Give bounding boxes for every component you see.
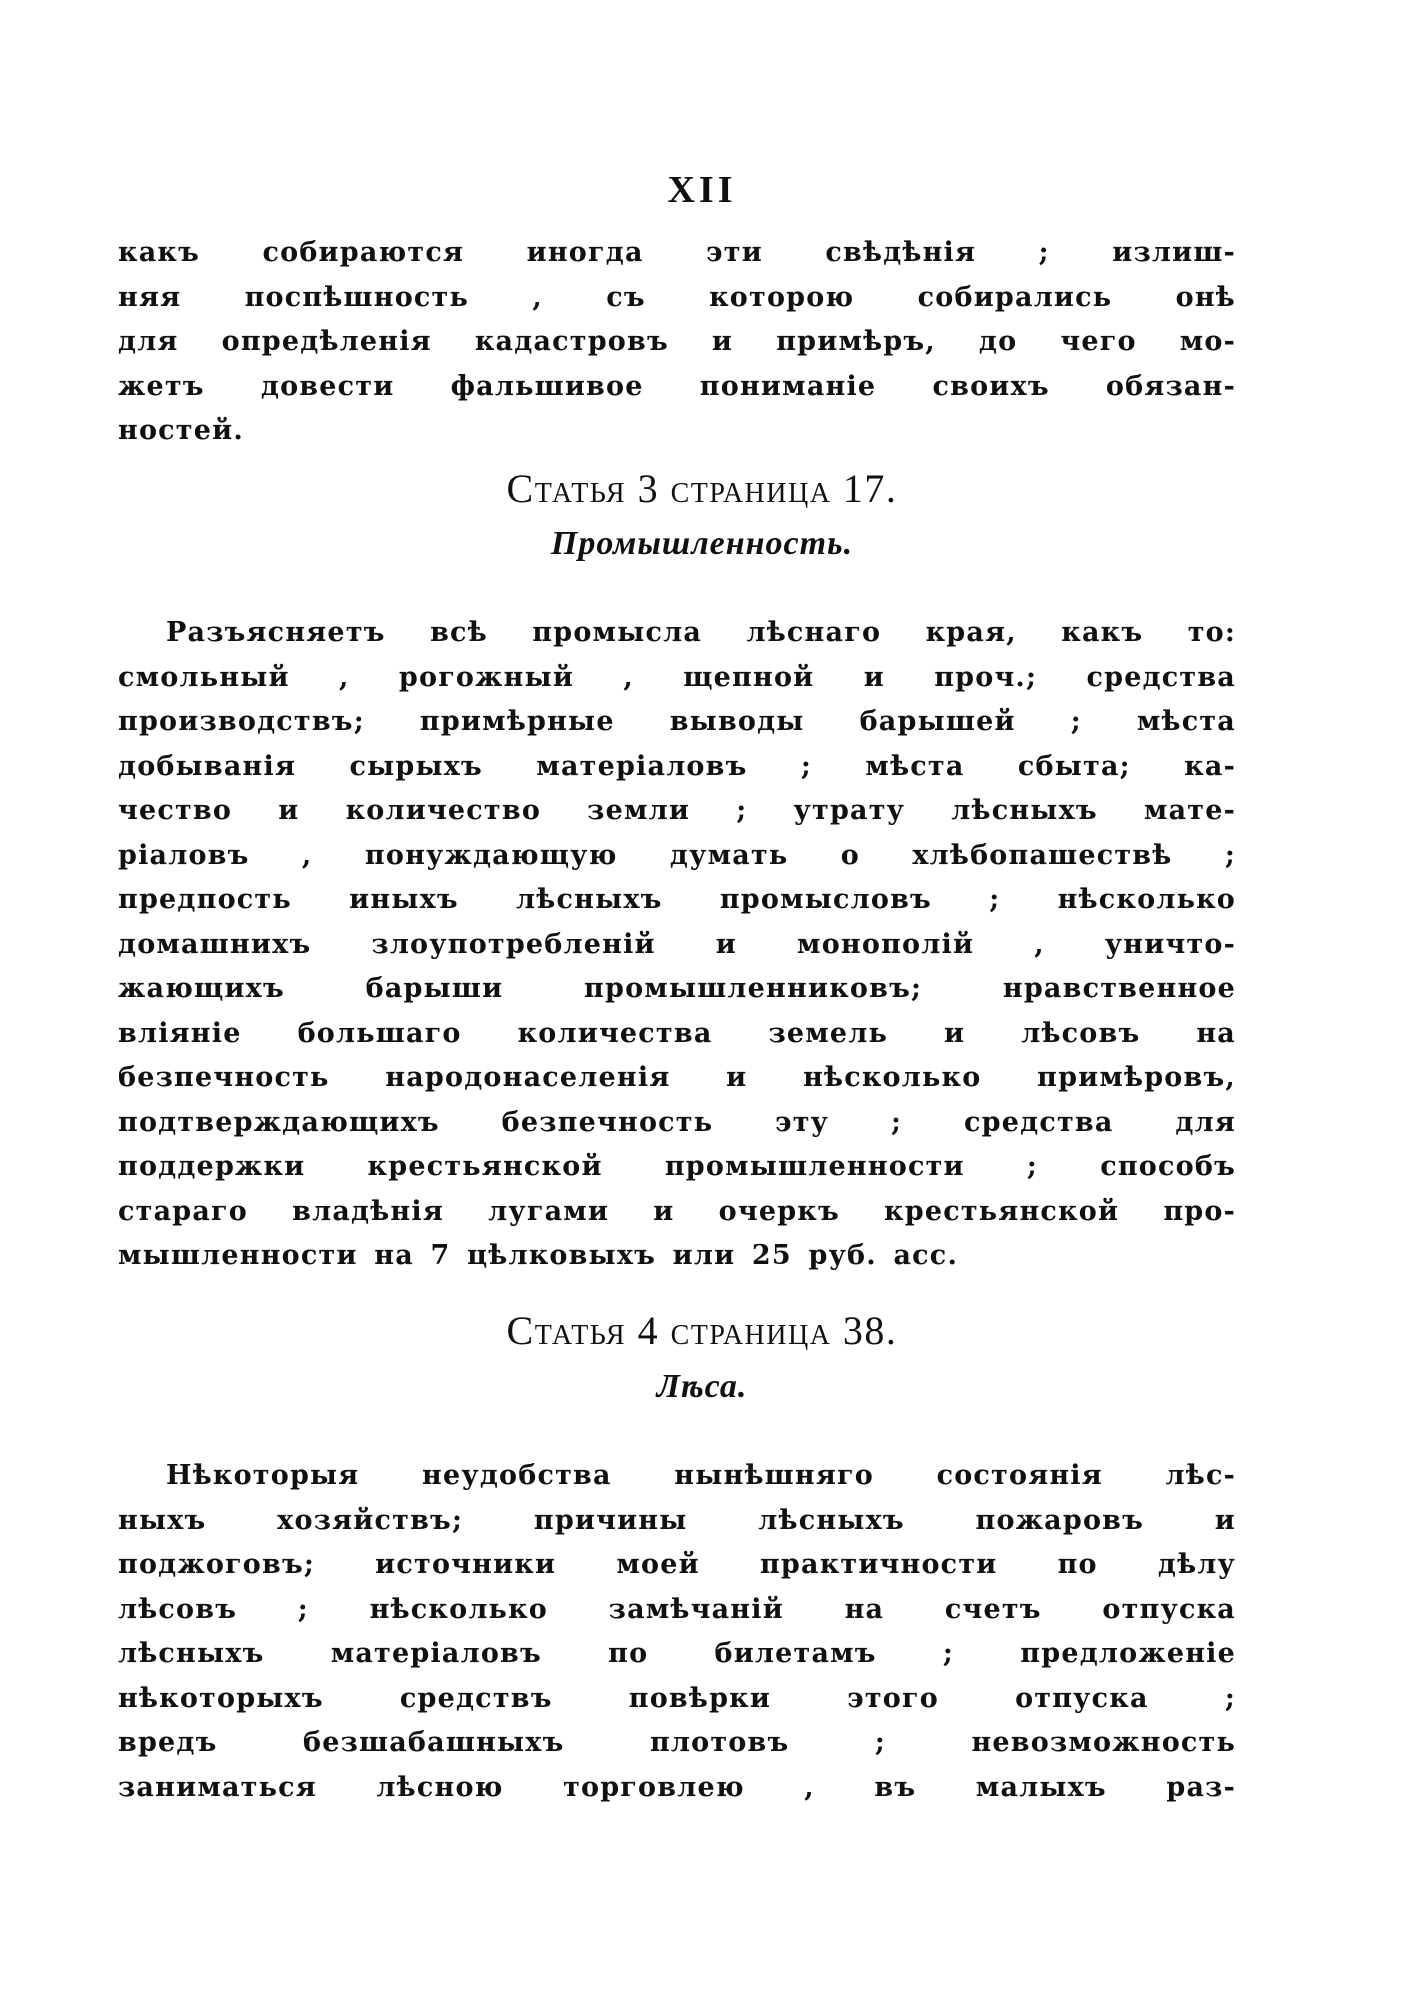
text-line: добыванія сырыхъ матеріаловъ ; мѣста сбыта; ка- — [118, 750, 1236, 782]
section-4-heading — [0, 1307, 1404, 1354]
text-line: для опредѣленія кадастровъ и примѣръ, до чего мо- — [118, 326, 1236, 357]
text-line: какъ собираются иногда эти свѣдѣнія ; излиш- — [118, 237, 1236, 268]
section-3-heading-text: Статья 3 страница 17. — [506, 466, 898, 511]
text-line: мышленности на 7 цѣлковыхъ или 25 руб. асс. — [118, 1240, 959, 1271]
section-4-paragraph — [118, 1454, 1236, 1810]
text-line: жетъ довести фальшивое пониманіе своихъ обязан- — [118, 370, 1236, 402]
text-line: чество и количество земли ; утрату лѣсныхъ мате- — [118, 795, 1236, 826]
text-line: стараго владѣнія лугами и очеркъ крестьянской про- — [118, 1195, 1236, 1227]
text-line: лѣсныхъ матеріаловъ по билетамъ ; предложеніе — [118, 1638, 1236, 1669]
text-line: ныхъ хозяйствъ; причины лѣсныхъ пожаровъ и — [118, 1504, 1236, 1536]
text-line: лѣсовъ ; нѣсколько замѣчаній на счетъ отпуска — [118, 1593, 1236, 1625]
text-line: заниматься лѣсною торговлею , въ малыхъ раз- — [118, 1771, 1236, 1803]
text-line: Нѣкоторыя неудобства нынѣшняго состоянія лѣс- — [166, 1460, 1236, 1491]
text-line: производствъ; примѣрные выводы барышей ; мѣста — [118, 706, 1236, 737]
text-line: жающихъ барыши промышленниковъ; нравственное — [118, 973, 1236, 1004]
text-line: поджоговъ; источники моей практичности по дѣлу — [118, 1549, 1236, 1580]
section-4-subheading: Лѣса. — [656, 1368, 748, 1405]
section-3-heading — [0, 465, 1404, 512]
text-line: поддержки крестьянской промышленности ; способъ — [118, 1151, 1236, 1182]
text-line: вліяніе большаго количества земель и лѣсовъ на — [118, 1017, 1236, 1049]
text-line: ностей. — [118, 415, 244, 446]
text-line: подтверждающихъ безпечность эту ; средства для — [118, 1106, 1236, 1138]
text-line: вредъ безшабашныхъ плотовъ ; невозможность — [118, 1727, 1236, 1758]
section-3-paragraph — [118, 611, 1236, 1279]
text-line: няя поспѣшность , съ которою собирались онѣ — [118, 281, 1236, 313]
intro-paragraph — [118, 231, 1236, 454]
text-line: домашнихъ злоупотребленій и монополій , уничто- — [118, 928, 1236, 960]
page-number: XII — [667, 169, 737, 211]
text-line: смольный , рогожный , щепной и проч.; средства — [118, 661, 1236, 693]
text-line: безпечность народонаселенія и нѣсколько примѣровъ, — [118, 1062, 1236, 1093]
text-line: Разъясняетъ всѣ промысла лѣснаго края, какъ то: — [166, 617, 1236, 648]
section-4-heading-text: Статья 4 страница 38. — [506, 1308, 898, 1353]
text-line: ріаловъ , понуждающую думать о хлѣбопашествѣ ; — [118, 839, 1236, 871]
section-3-subheading: Промышленность. — [550, 525, 854, 562]
text-line: нѣкоторыхъ средствъ повѣрки этого отпуска ; — [118, 1682, 1236, 1714]
text-line: предпость иныхъ лѣсныхъ промысловъ ; нѣсколько — [118, 884, 1236, 915]
